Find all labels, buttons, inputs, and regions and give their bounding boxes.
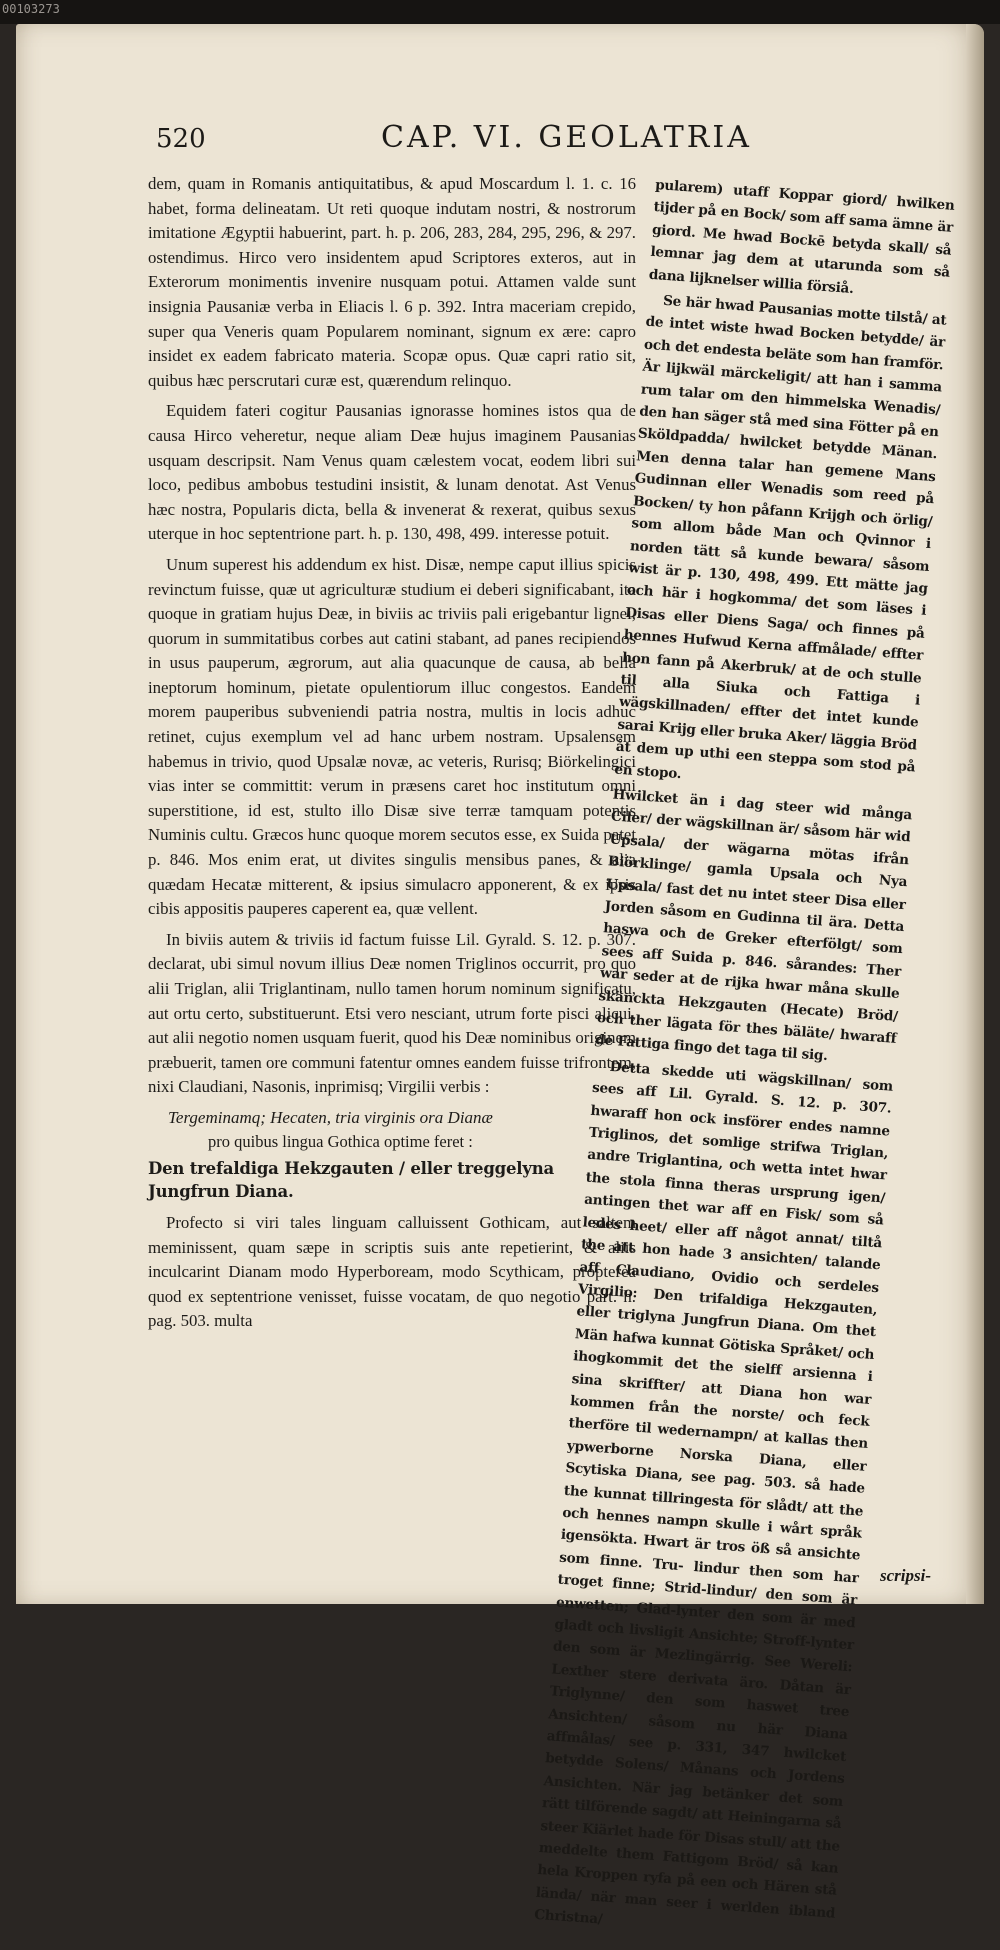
swedish-paragraph-2: Se här hwad Pausanias motte tilstå/ at de intet wiste hwad Bocken betydde/ är och det endesta beläte som han framför. Är lijkwäl märckeligit/ att han i samma rum talar om den himmelska Wenadis/ den han säger stå med sina Fötter på en Sköldpadda/ hwilcket betydde Mänan. Men denna talar han gemene Mans Gudinnan eller Wenadis som reed på Bocken/ ty hon påfann Krijgh och örlig/ som allom både Man och Qvinnor i norden tätt så kunde bewara/ såsom wist är p. 130, 498, 499. Ett mätte jag och här i hogkomma/ det som läses i Disas eller Diens Saga/ och finnes på hennes Hufwud Kerna affmålade/ effter hon fann på Akerbruk/ at de och stulle til alla Siuka och Fattiga i wägskillnaden/ effter det intet kunde sarai Krijg eller bruka Aker/ läggia Bröd åt dem up uthi een steppa som stod på en stopo.: [613, 292, 948, 782]
scan-id: 00103273: [2, 2, 60, 16]
swedish-paragraph-1: pularem) utaff Koppar giord/ hwilken tijder på en Bock/ som aff sama ämne är giord. Me hwad Bockē betyda skall/ så lemnar jag dem at utarunda som så dana lijknelser willia försiå.: [648, 176, 956, 297]
catchword: scripsi-: [880, 1566, 931, 1585]
chapter-title: CAP. VI. GEOLATRIA: [381, 120, 752, 155]
swedish-paragraph-4: Detta skedde uti wägskillnan/ som sees aff Lil. Gyrald. S. 12. p. 307. hwaraff hon ock insförer endes namne Triglinos, det somlige strifwa Triglan, andre Triglantina, och wetta intet hwar the stola finna theras ursprung igen/ antingen thet war aff en Fisk/ som så ledes heet/ eller aff något annat/ tiltå the att hon hade 3 ansichten/ talande aff Claudiano, Ovidio och serdeles Virgilio: Den trifaldiga Hekzgauten, eller triglyna Jungfrun Diana. Om thet Män hafwa kunnat Götiska Språket/ och ihogkommit det the sielff arsienna i sina skriffter/ att Diana hon war kommen från the norste/ och feck therföre til wedernampn/ at kallas then ypwerborne Norska Diana, eller Scytiska Diana, see pag. 503. så hade the kunnat tillringesta för slådt/ att the och hennes nampn skulle i wårt språk igensökta. Hwart är tros öß så ansichte som finne. Tru- lindur then som har troget finne; Strid-lindur/ den som är enwetten; Glad-lynter den som är med gladt och livsligit Ansichte; Stroff-lynter den som är Mezlingärrig. See Wereli: Lexther stere derivata äro. Dåtan är Triglynne/ den som haswet tree Ansichten/ såsom nu här Diana affmålas/ see p. 331, 347 hwilcket betydde Solens/ Månans och Jordens Ansichten. När jag betänker det som rätt tilförende sagdt/ att Heiningarna så steer Kiärlet hade för Disas stull/ att the meddelte them Fattigom Bröd/ så kan hela Kroppen ryfa på een och Hären stå lända/ när man seer i werlden ibland Christna/: [533, 1058, 894, 1928]
latin-paragraph-2: Equidem fateri cogitur Pausanias ignorasse homines istos qua de causa Hirco veheretur, neque aliam Deæ hujus imaginem Pausanias usquam descripsit. Nam Venus quam cælestem vocat, eodem libri sui loco, pedibus ambobus testudini insistit, & lunam denotat. Ast Venus hæc nostra, Popularis dicta, bella & invenerat & rexerat, quibus sexus uterque in hoc septentrione part. h. p. 130, 498, 499. interesse potuit.: [148, 401, 636, 544]
book-page: [16, 24, 984, 1928]
swedish-paragraph-3: Hwilcket än i dag steer wid många Ciler/ der wägskillnan är/ såsom här wid Upsala/ der wägarna mötas ifrån Biörklinge/ gamla Upsala och Nya Upsala/ fast det nu intet steer Disa eller Jorden såsom en Gudinna til ära. Detta haswa och de Greker efterfölgt/ som sees aff Suida p. 846. sårandes: Ther war seder at de rijka hwar måna skulle skänckta Hekzgauten (Hecate) Bröd/ och ther lägata för thes bäläte/ hwaraff de Fattiga fingo det taga til sig.: [594, 786, 913, 1065]
latin-paragraph-3: Unum superest his addendum ex hist. Disæ, nempe caput illius spicis revinctum fuisse, quæ ut agriculturæ studium ei deberi significabant, ita quoque in gratiam hujus Deæ, in biviis ac triviis pali erigebantur lignei, quorum in summitatibus corbes aut catini stabant, ad panes recipiendos in usus pauperum, ægrorum, aut alia quacunque de causa, ab bella ineptorum hominum, pietate opulentiorum illuc congestos. Eandem morem pauperibus subveniendi patria nostra, multis in locis adhuc retinet, cujus exemplum vel ad hanc urbem nostram. Upsalensem habemus in trivio, quod Upsalæ novæ, ac veteris, Rurisq; Biörkelingici vias inter se committit: verum in præsens caret hoc institutum omni superstitione, id est, stulto illo Disæ sive terræ tamquam potentis Numinis cultu. Græcos hunc quoque morem secutos esse, ex Suida patet p. 846. Mos enim erat, ut divites singulis mensibus panes, & alia quædam Hecatæ mitterent, & ipsius simulacro apponerent, & ex ipsis cibis appositis pauperes caperent ea, quæ vellent.: [148, 554, 636, 919]
page-gutter-shadow: [966, 24, 984, 1604]
running-head: [16, 120, 984, 160]
latin-paragraph-1: dem, quam in Romanis antiquitatibus, & apud Moscardum l. 1. c. 16 habet, forma delineatam. Ut reti quoque indutam nostri, & nostrorum imitatione Ægyptii habuerint, part. h. p. 206, 283, 284, 295, 296, & 297. ostendimus. Hirco vero insidentem apud Scriptores exteros, aut in Exterorum monimentis invenire nusquam potui. Attamen valde sunt insignia Pausaniæ verba in Eliacis l. 6 p. 392. Intra maceriam crepido, super qua Veneris quam Popularem nominant, signum ex ære: capro insidet ex eadem fabricato materia. Scopæ opus. Quæ capri ratio sit, quibus hæc perscrutari curæ est, quærendum relinquo.: [148, 174, 636, 390]
scan-header-strip: [0, 0, 1000, 24]
page-number: 520: [156, 124, 206, 154]
virgil-verse: Tergeminamq; Hecaten, tria virginis ora Dianæ: [168, 1107, 493, 1127]
gothic-verse: Den trefaldiga Hekzgauten / eller treggelyna Jungfrun Diana.: [148, 1158, 555, 1201]
gothic-lead-in: pro quibus lingua Gothica optime feret :: [208, 1131, 473, 1151]
latin-column: [148, 172, 636, 1340]
latin-closing-paragraph: Profecto si viri tales linguam calluissent Gothicam, aut saltem meminissent, quam sæpe in scriptis suis ante repetierint, & aliis inculcarint Dianam modo Hyperboream, modo Scythicam, propterea quod ex septentrione venisset, fuisse vocatam, de quo negotio part. h. pag. 503. multa: [148, 1212, 636, 1331]
latin-paragraph-4: In biviis autem & triviis id factum fuisse Lil. Gyrald. S. 12. p. 307. declarat, ubi simul novum illius Deæ nomen Triglinos occurrit, pro quo alii Triglan, alii Triglantinam, nullo tamen horum nominum significatu, aut ortu certo, substituerunt. Etsi vero nesciant, utrum forte pisci alicui, aut alii negotio nomen usquam fuerit, quod his Deæ nominibus originem præbuerit, tamen ore communi fatentur omnes eandem fuisse trifrontem, nixi Claudiani, Nasonis, inprimisq; Virgilii verbis :: [148, 929, 636, 1097]
